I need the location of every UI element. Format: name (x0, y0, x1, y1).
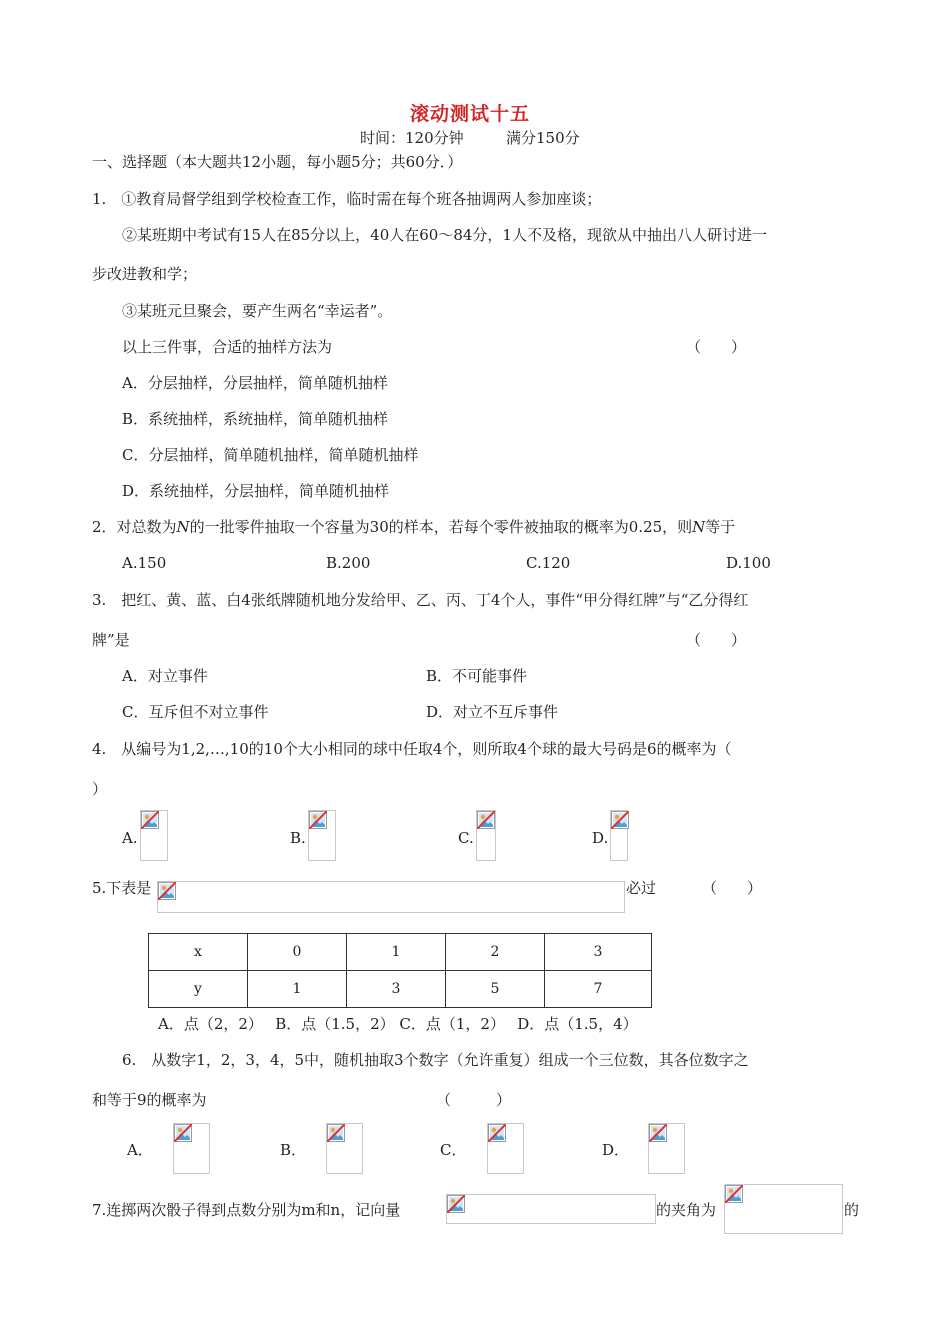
q6-option-b-label: B． (280, 1141, 307, 1159)
q2-option-d: D.100 (726, 554, 771, 572)
q1-stem: 以上三件事，合适的抽样方法为 (122, 338, 333, 356)
table-cell: y (149, 971, 248, 1008)
broken-image-icon (309, 811, 327, 829)
broken-image-icon (447, 1195, 465, 1213)
table-row (149, 971, 652, 1008)
q1-option-a: A．分层抽样，分层抽样，简单随机抽样 (122, 374, 388, 392)
q7-angle-formula-image (724, 1184, 843, 1234)
broken-image-icon (649, 1124, 667, 1142)
q7-stem-b: 的夹角为 (656, 1201, 717, 1219)
q6-line1: 6. 从数字1，2，3，4，5中，随机抽取3个数字（允许重复）组成一个三位数，其各位数字之 (122, 1051, 749, 1069)
q4-option-d-formula-image (610, 810, 628, 861)
broken-image-icon (611, 811, 629, 829)
q7-stem-a: 7.连掷两次骰子得到点数分别为m和n，记向量 (92, 1201, 401, 1219)
table-cell: 0 (248, 934, 347, 971)
q5-options: A．点（2，2） B．点（1.5，2） C．点（1，2） D．点（1.5，4） (158, 1015, 638, 1033)
q6-answer-paren: （ ） (436, 1091, 512, 1109)
q5-answer-paren: （ ） (702, 879, 763, 897)
q1-line3: 步改进教和学； (92, 265, 198, 283)
q6-option-c-label: C． (440, 1141, 467, 1159)
q6-option-d-formula-image (648, 1123, 685, 1174)
q1-line1: 1. ①教育局督学组到学校检查工作，临时需在每个班各抽调两人参加座谈； (92, 190, 602, 208)
q3-line2: 牌”是 (92, 631, 130, 649)
q2-var-n: N (176, 518, 190, 536)
broken-image-icon (158, 882, 176, 900)
table-row (149, 934, 652, 971)
q4-option-b-formula-image (308, 810, 336, 861)
q2-stem-a: 2．对总数为 (92, 518, 177, 536)
q5-stem-a: 5.下表是 (92, 879, 152, 897)
q2-stem-b: 的一批零件抽取一个容量为30的样本，若每个零件被抽取的概率为0.25，则 (189, 518, 693, 536)
broken-image-icon (725, 1185, 743, 1203)
exam-score: 满分150分 (506, 129, 580, 147)
broken-image-icon (141, 811, 159, 829)
broken-image-icon (488, 1124, 506, 1142)
q6-line2: 和等于9的概率为 (92, 1091, 207, 1109)
broken-image-icon (477, 811, 495, 829)
q7-stem-c: 的 (844, 1201, 860, 1219)
q4-option-c-formula-image (476, 810, 496, 861)
q4-option-a-formula-image (140, 810, 168, 861)
q5-stem-b: 必过 (626, 879, 657, 897)
q3-option-c: C．互斥但不对立事件 (122, 703, 269, 721)
q4-option-c-label: C. (458, 829, 474, 847)
q3-answer-paren: （ ） (686, 631, 747, 649)
page-title: 滚动测试十五 (410, 103, 531, 125)
q4-line1: 4. 从编号为1,2,…,10的10个大小相同的球中任取4个，则所取4个球的最大号码是6的概率为（ (92, 740, 732, 758)
q4-option-b-label: B. (290, 829, 306, 847)
table-cell: 7 (545, 971, 652, 1008)
q3-option-d: D．对立不互斥事件 (426, 703, 559, 721)
q6-option-a-formula-image (173, 1123, 210, 1174)
q2-stem-c: 等于 (705, 518, 736, 536)
q4-line2: ） (92, 780, 108, 798)
q2-option-a: A.150 (122, 554, 167, 572)
q2-option-c: C.120 (526, 554, 571, 572)
q1-line2: ②某班期中考试有15人在85分以上，40人在60～84分，1人不及格，现欲从中抽出八人研讨进一 (122, 226, 767, 244)
q6-option-c-formula-image (487, 1123, 524, 1174)
table-cell: 3 (545, 934, 652, 971)
q1-option-b: B．系统抽样，系统抽样，简单随机抽样 (122, 410, 389, 428)
q1-option-c: C．分层抽样，简单随机抽样，简单随机抽样 (122, 446, 419, 464)
q2-stem (92, 517, 735, 537)
q1-answer-paren: （ ） (686, 338, 747, 356)
table-cell: x (149, 934, 248, 971)
table-cell: 3 (347, 971, 446, 1008)
broken-image-icon (174, 1124, 192, 1142)
table-cell: 1 (248, 971, 347, 1008)
q6-option-a-label: A． (127, 1141, 153, 1159)
q5-data-table (148, 933, 652, 1008)
q1-line4: ③某班元旦聚会，要产生两名“幸运者”。 (122, 302, 393, 320)
broken-image-icon (327, 1124, 345, 1142)
q4-option-d-label: D. (592, 829, 609, 847)
q2-option-b: B.200 (326, 554, 371, 572)
q3-option-b: B．不可能事件 (426, 667, 528, 685)
exam-time: 时间：120分钟 (360, 129, 464, 147)
q2-var-n2: N (692, 518, 706, 536)
table-cell: 5 (446, 971, 545, 1008)
q6-option-b-formula-image (326, 1123, 363, 1174)
table-cell: 2 (446, 934, 545, 971)
section-heading: 一、选择题（本大题共12小题，每小题5分；共60分．） (92, 153, 463, 171)
q4-option-a-label: A. (122, 829, 138, 847)
table-cell: 1 (347, 934, 446, 971)
q5-formula-image (157, 881, 625, 913)
q3-line1: 3. 把红、黄、蓝、白4张纸牌随机地分发给甲、乙、丙、丁4个人，事件“甲分得红牌”与“乙分得红 (92, 591, 749, 609)
q6-option-d-label: D． (602, 1141, 630, 1159)
q3-option-a: A．对立事件 (122, 667, 208, 685)
q7-vector-formula-image (446, 1194, 656, 1224)
q1-option-d: D．系统抽样，分层抽样，简单随机抽样 (122, 482, 390, 500)
